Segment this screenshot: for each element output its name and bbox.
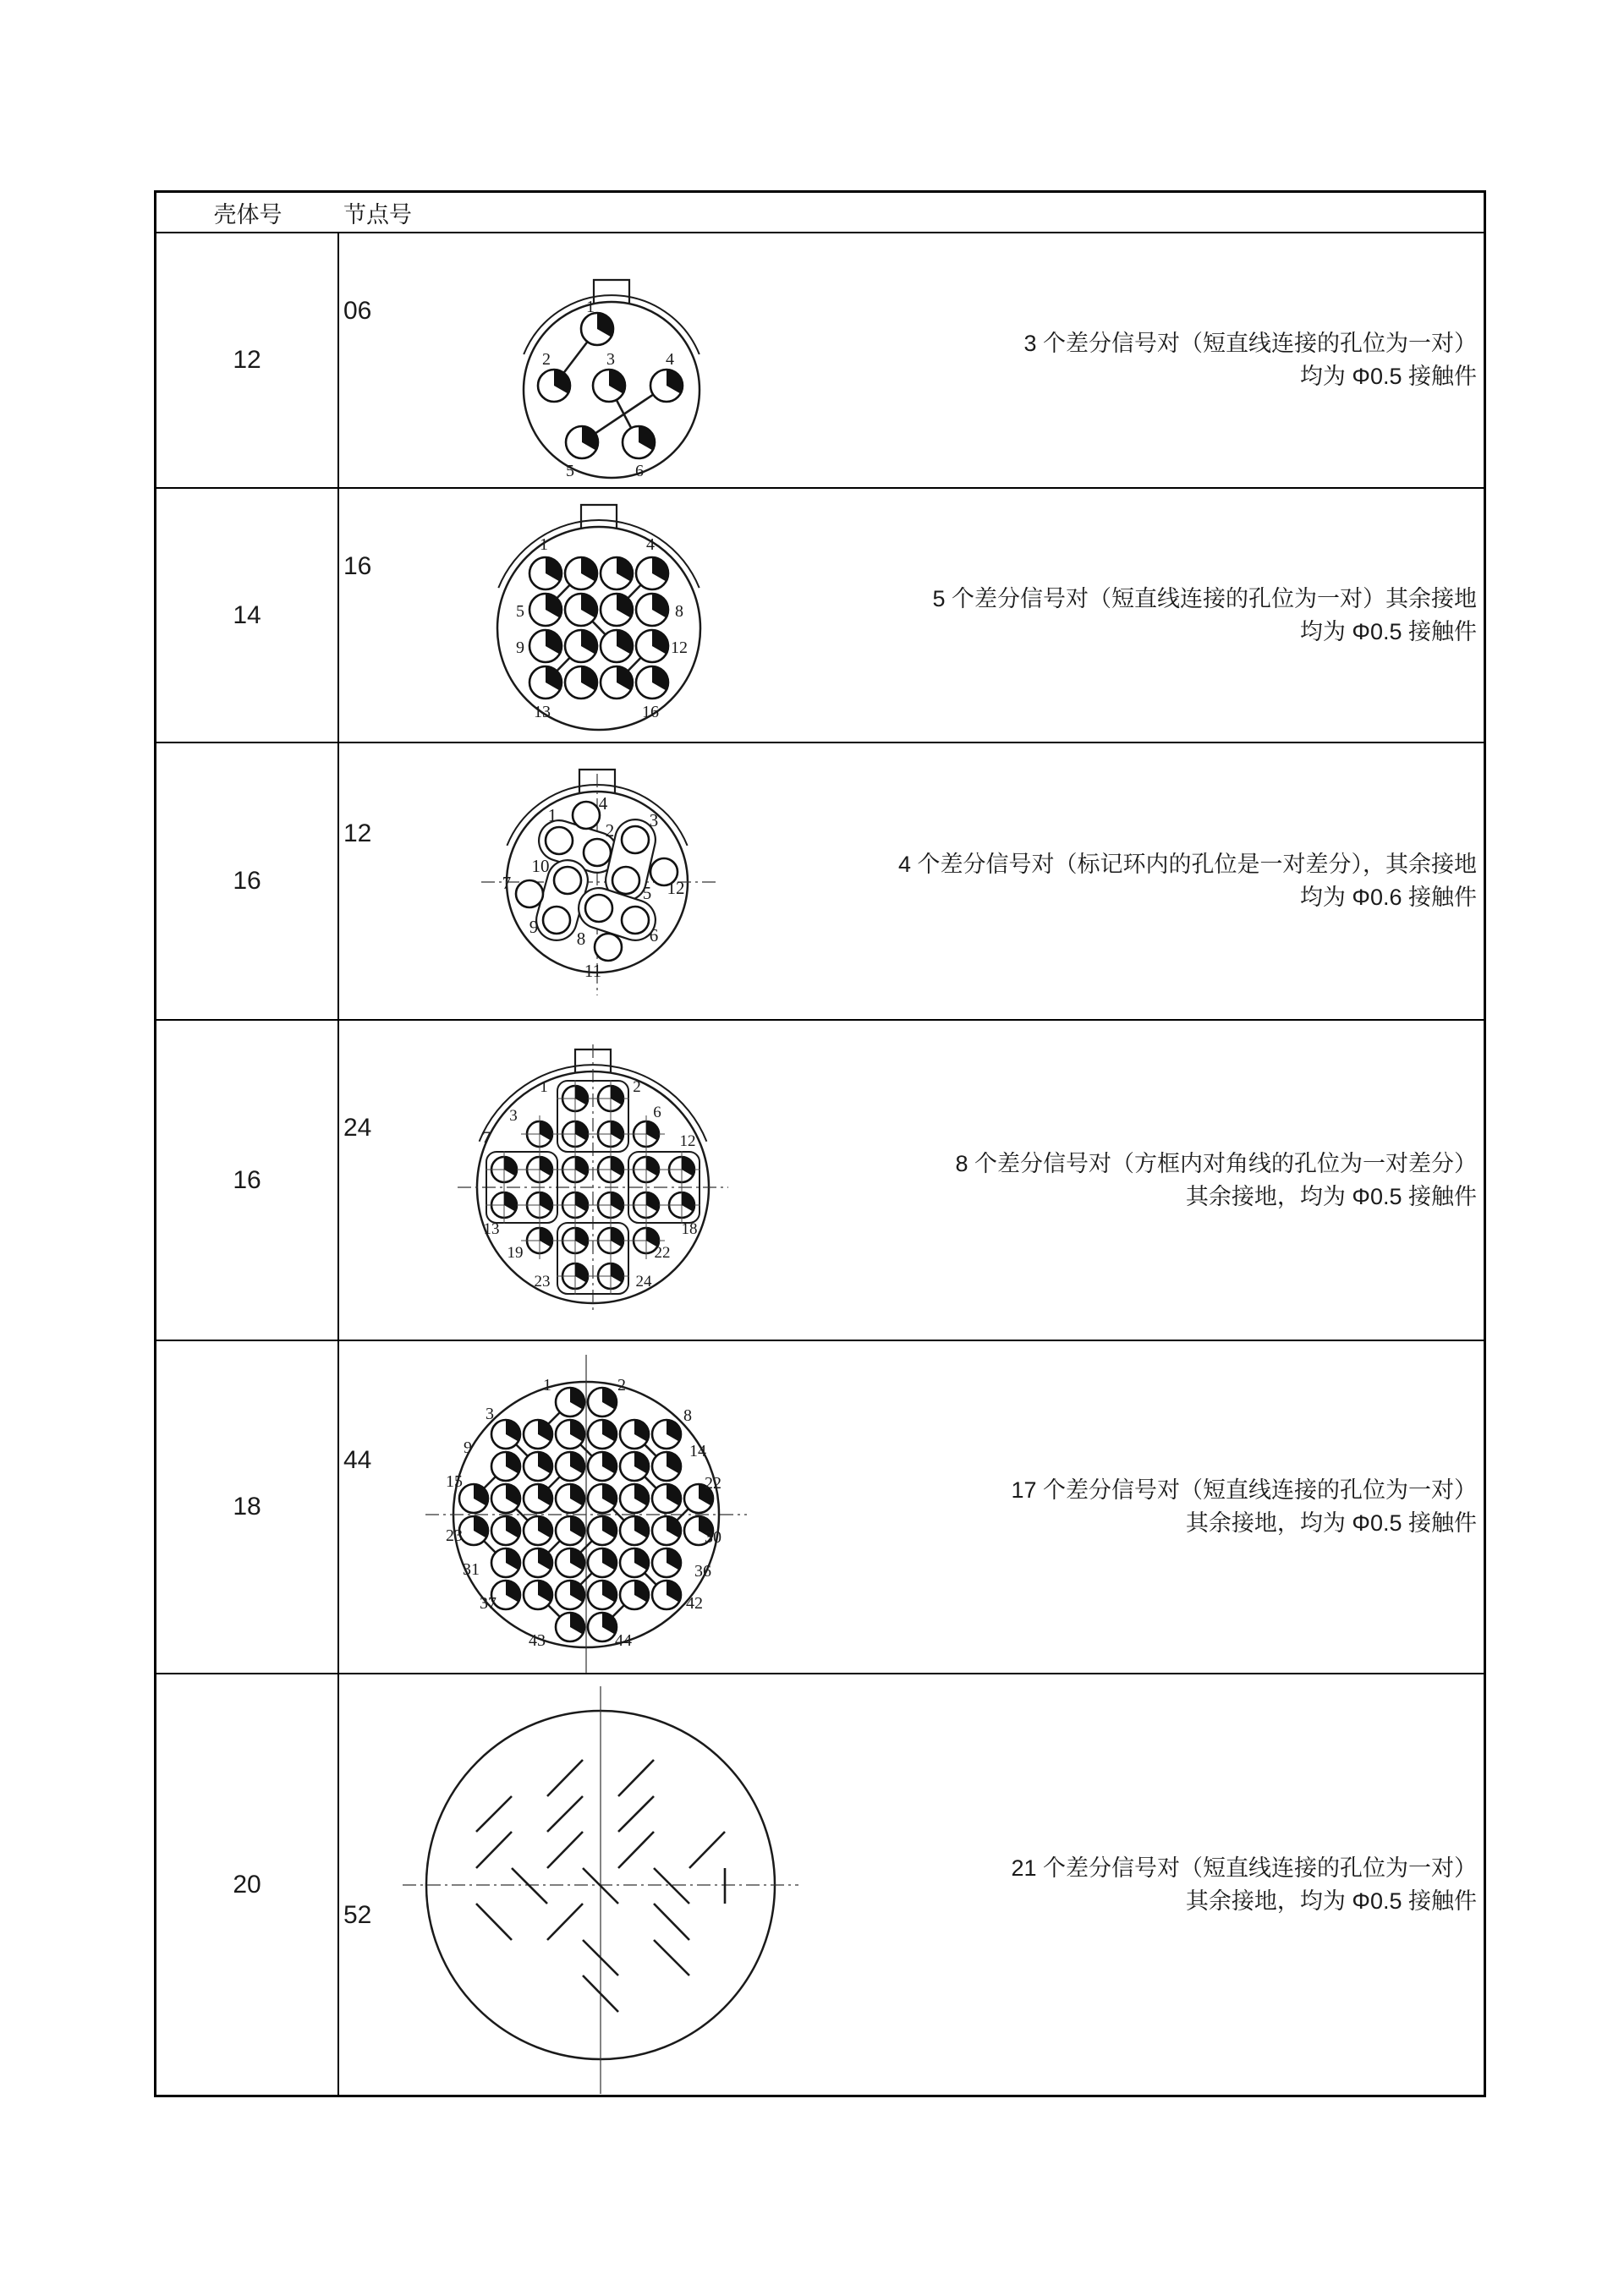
svg-text:22: 22 <box>705 1474 721 1493</box>
svg-text:8: 8 <box>683 1406 692 1425</box>
svg-text:13: 13 <box>534 703 551 721</box>
svg-text:6: 6 <box>635 462 644 480</box>
description-line: 其余接地，均为 Φ0.5 接触件 <box>1185 1183 1477 1209</box>
node-number: 12 <box>343 819 372 847</box>
svg-text:3: 3 <box>649 810 659 830</box>
svg-text:5: 5 <box>566 462 574 480</box>
svg-text:22: 22 <box>654 1244 671 1262</box>
pin-diagram <box>423 1703 778 2080</box>
description-line: 均为 Φ0.5 接触件 <box>1299 364 1477 389</box>
description-line: 21 个差分信号对（短直线连接的孔位为一对） <box>1011 1855 1477 1881</box>
table-row <box>156 742 1484 1019</box>
svg-text:1: 1 <box>543 1376 551 1395</box>
svg-text:3: 3 <box>509 1107 518 1125</box>
node-number: 24 <box>343 1114 372 1142</box>
node-number: 52 <box>343 1901 372 1929</box>
svg-text:9: 9 <box>464 1438 472 1457</box>
svg-text:10: 10 <box>531 856 550 876</box>
svg-text:7: 7 <box>502 873 512 893</box>
description <box>1011 1852 1477 1918</box>
row-content <box>339 1021 1484 1340</box>
shell-number: 20 <box>156 1674 339 2095</box>
pin-diagram <box>506 263 717 500</box>
header-node-number: 节点号 <box>343 201 412 227</box>
svg-text:31: 31 <box>463 1560 480 1579</box>
svg-text:2: 2 <box>633 1078 641 1096</box>
svg-text:4: 4 <box>666 350 674 369</box>
svg-text:6: 6 <box>653 1104 661 1121</box>
svg-text:8: 8 <box>675 602 683 621</box>
svg-text:15: 15 <box>446 1472 463 1491</box>
pin-diagram <box>490 496 710 749</box>
svg-text:36: 36 <box>694 1562 711 1581</box>
svg-text:16: 16 <box>642 703 659 721</box>
svg-text:1: 1 <box>540 535 548 554</box>
svg-text:1: 1 <box>547 805 557 825</box>
table-row <box>156 1019 1484 1340</box>
svg-text:37: 37 <box>480 1594 497 1613</box>
svg-text:14: 14 <box>689 1442 706 1460</box>
pin-diagram <box>493 770 705 999</box>
svg-text:12: 12 <box>679 1132 696 1150</box>
description <box>898 848 1477 914</box>
description <box>1023 327 1477 393</box>
table-row <box>156 1673 1484 2095</box>
description-line: 其余接地，均为 Φ0.5 接触件 <box>1185 1510 1477 1536</box>
table-header-row <box>156 193 1484 232</box>
row-content <box>339 489 1484 742</box>
description-line: 3 个差分信号对（短直线连接的孔位为一对） <box>1023 331 1477 356</box>
svg-text:1: 1 <box>586 298 595 316</box>
header-shell-number: 壳体号 <box>213 201 283 227</box>
svg-text:2: 2 <box>605 820 615 841</box>
node-number: 06 <box>343 297 372 325</box>
shell-number: 16 <box>156 1021 339 1340</box>
svg-text:44: 44 <box>615 1631 632 1650</box>
svg-text:23: 23 <box>534 1273 551 1290</box>
description <box>1011 1474 1477 1540</box>
svg-text:12: 12 <box>667 878 685 898</box>
svg-text:3: 3 <box>486 1405 494 1423</box>
svg-text:4: 4 <box>598 793 608 814</box>
description-line: 均为 Φ0.6 接触件 <box>1299 885 1477 910</box>
shell-number: 16 <box>156 743 339 1019</box>
svg-text:5: 5 <box>642 883 652 903</box>
node-number: 44 <box>343 1446 372 1474</box>
svg-text:11: 11 <box>584 961 602 981</box>
svg-text:23: 23 <box>446 1526 463 1545</box>
svg-text:6: 6 <box>649 925 659 945</box>
shell-number: 12 <box>156 233 339 487</box>
description-line: 其余接地，均为 Φ0.5 接触件 <box>1185 1888 1477 1914</box>
description-line: 均为 Φ0.5 接触件 <box>1299 618 1477 644</box>
svg-text:3: 3 <box>606 350 615 369</box>
svg-text:13: 13 <box>483 1220 500 1238</box>
svg-text:8: 8 <box>576 929 586 949</box>
row-content <box>339 1674 1484 2095</box>
svg-text:19: 19 <box>507 1244 524 1262</box>
svg-text:18: 18 <box>681 1220 698 1238</box>
svg-text:30: 30 <box>705 1528 721 1547</box>
shell-number: 18 <box>156 1341 339 1673</box>
svg-text:4: 4 <box>646 535 655 554</box>
row-content <box>339 233 1484 487</box>
table-row <box>156 487 1484 742</box>
row-content <box>339 743 1484 1019</box>
svg-text:2: 2 <box>617 1376 626 1395</box>
description <box>932 583 1477 649</box>
description-line: 8 个差分信号对（方框内对角线的孔位为一对差分） <box>955 1150 1477 1176</box>
svg-text:9: 9 <box>529 917 539 937</box>
svg-text:1: 1 <box>540 1078 548 1096</box>
description-line: 5 个差分信号对（短直线连接的孔位为一对）其余接地 <box>932 585 1477 611</box>
node-number: 16 <box>343 552 372 580</box>
connector-spec-table <box>154 190 1486 2097</box>
description <box>955 1148 1477 1214</box>
svg-text:9: 9 <box>516 638 524 657</box>
shell-number: 14 <box>156 489 339 742</box>
pin-diagram <box>442 1368 730 1660</box>
svg-text:42: 42 <box>686 1594 703 1613</box>
svg-text:2: 2 <box>542 350 551 369</box>
table-row <box>156 232 1484 487</box>
svg-text:12: 12 <box>671 638 688 657</box>
pin-diagram <box>466 1046 720 1310</box>
description-line: 4 个差分信号对（标记环内的孔位是一对差分），其余接地 <box>897 852 1477 877</box>
svg-text:43: 43 <box>529 1631 546 1650</box>
svg-text:5: 5 <box>516 602 524 621</box>
svg-text:7: 7 <box>482 1129 491 1147</box>
description-line: 17 个差分信号对（短直线连接的孔位为一对） <box>1011 1477 1477 1503</box>
row-content <box>339 1341 1484 1673</box>
table-row <box>156 1340 1484 1673</box>
svg-text:24: 24 <box>635 1273 652 1290</box>
